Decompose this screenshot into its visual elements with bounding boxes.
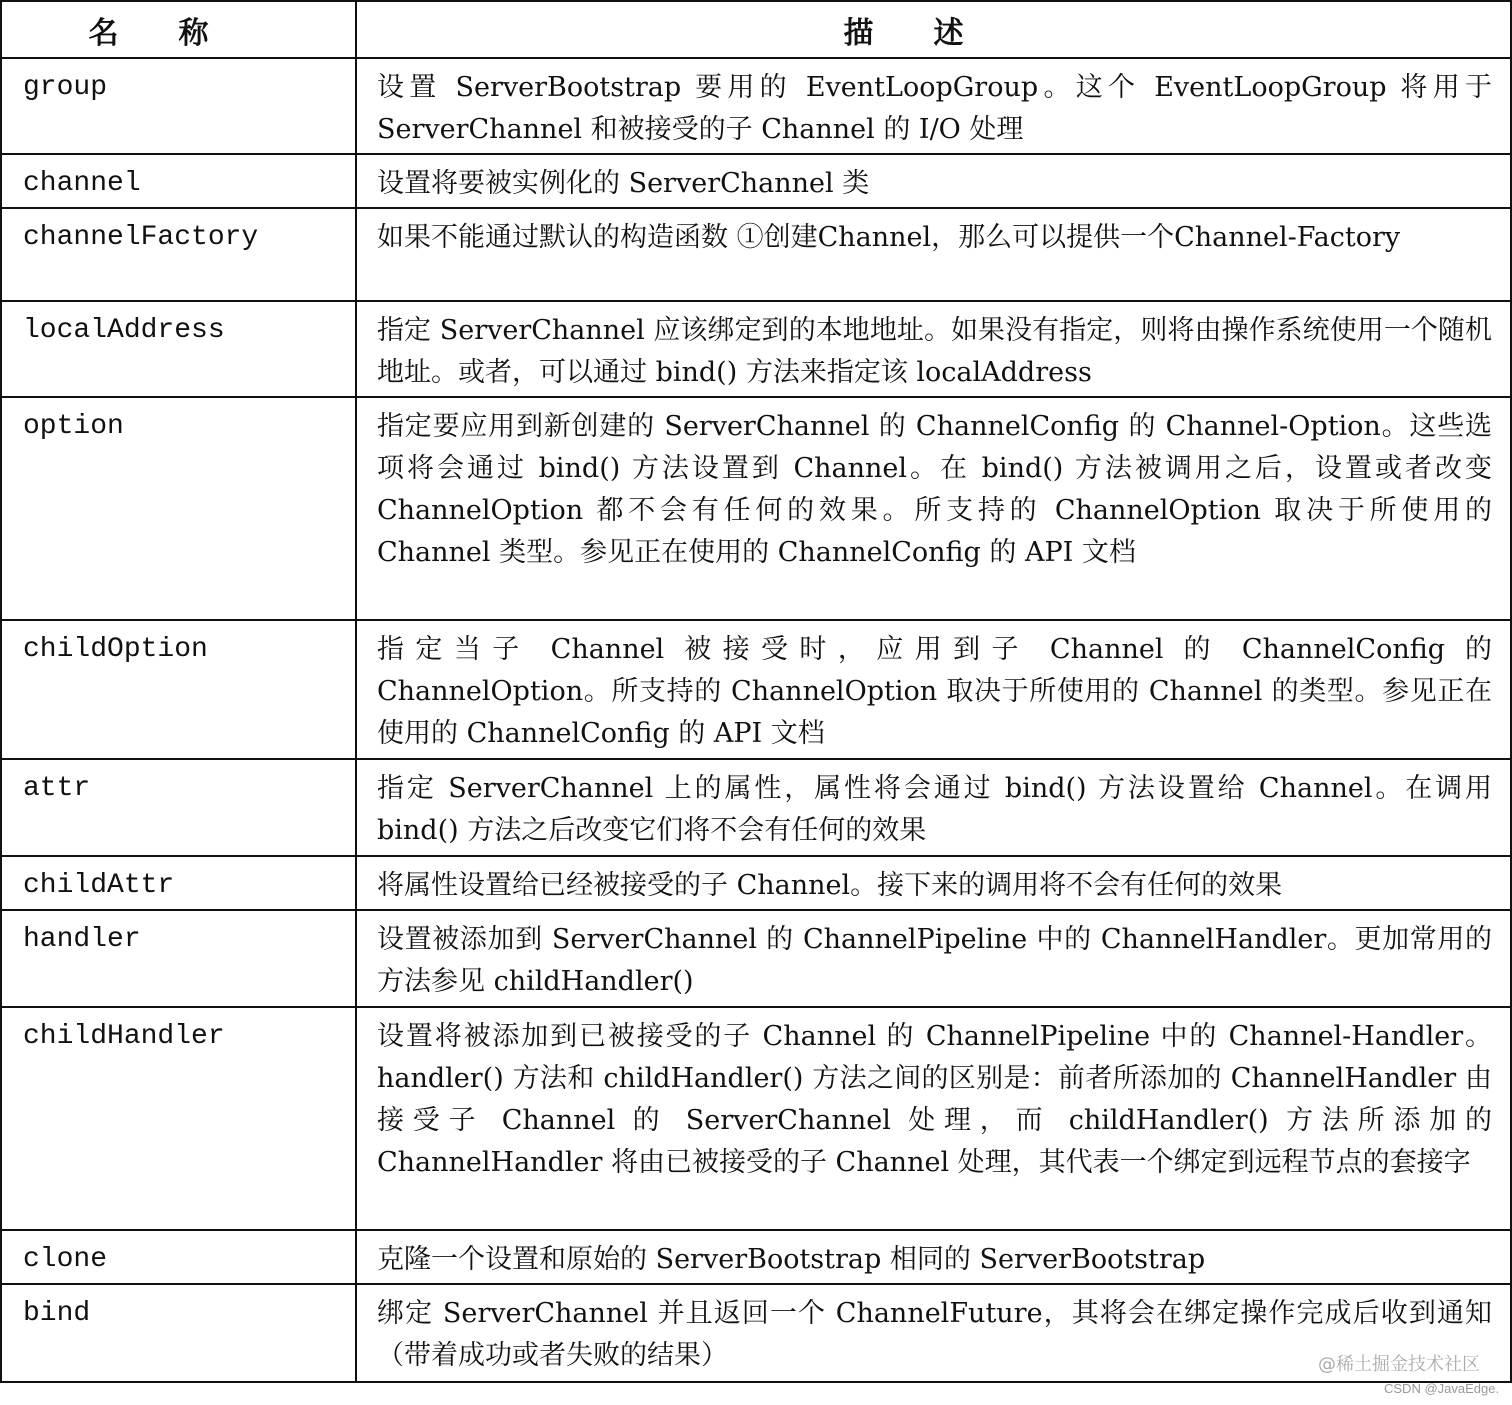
juejin-watermark: @稀土掘金技术社区 [1318, 1354, 1480, 1375]
csdn-watermark: CSDN @JavaEdge. [1384, 1381, 1500, 1396]
method-name: channel [1, 154, 356, 208]
method-name: group [1, 58, 356, 154]
method-name: childOption [1, 620, 356, 759]
method-description: 将属性设置给已经被接受的子 Channel。接下来的调用将不会有任何的效果 [356, 856, 1511, 910]
method-description: 指定 ServerChannel 上的属性，属性将会通过 bind() 方法设置给 Channel。在调用 bind() 方法之后改变它们将不会有任何的效果 [356, 759, 1511, 856]
table-row [1, 856, 1511, 910]
method-name: option [1, 397, 356, 620]
method-description: 指定 ServerChannel 应该绑定到的本地地址。如果没有指定，则将由操作系统使用一个随机地址。或者，可以通过 bind() 方法来指定该 localAddress [356, 301, 1511, 397]
table-row [1, 58, 1511, 154]
method-name: attr [1, 759, 356, 856]
table-row [1, 910, 1511, 1007]
method-name: handler [1, 910, 356, 1007]
method-description: 设置 ServerBootstrap 要用的 EventLoopGroup。这个 EventLoopGroup 将用于 ServerChannel 和被接受的子 Channel 的 I/O 处理 [356, 58, 1511, 154]
header-description: 描述 [356, 1, 1511, 58]
table-row [1, 620, 1511, 759]
method-name: clone [1, 1230, 356, 1284]
table-row [1, 208, 1511, 301]
method-name: childHandler [1, 1007, 356, 1230]
method-description: 如果不能通过默认的构造函数 ①创建Channel，那么可以提供一个Channel-Factory [356, 208, 1511, 301]
method-description: 克隆一个设置和原始的 ServerBootstrap 相同的 ServerBootstrap [356, 1230, 1511, 1284]
table-row [1, 1284, 1511, 1382]
table-row [1, 759, 1511, 856]
method-description: 设置将被添加到已被接受的子 Channel 的 ChannelPipeline 中的 Channel-Handler。handler() 方法和 childHandler() 方法之间的区别是：前者所添加的 ChannelHandler 由接受子 Channel 的 ServerChannel 处理，而 childHandler() 方法所添加的 ChannelHandler 将由已被接受的子 Channel 处理，其代表一个绑定到远程节点的套接字 [356, 1007, 1511, 1230]
table-row [1, 397, 1511, 620]
method-description: 指定要应用到新创建的 ServerChannel 的 ChannelConfig 的 Channel-Option。这些选项将会通过 bind() 方法设置到 Channel。在 bind() 方法被调用之后，设置或者改变 ChannelOption 都不会有任何的效果。所支持的 ChannelOption 取决于所使用的 Channel 类型。参见正在使用的 ChannelConfig 的 API 文档 [356, 397, 1511, 620]
header-name: 名称 [1, 1, 356, 58]
method-description: 设置将要被实例化的 ServerChannel 类 [356, 154, 1511, 208]
method-name: bind [1, 1284, 356, 1382]
table-row [1, 1007, 1511, 1230]
table-row [1, 301, 1511, 397]
method-name: childAttr [1, 856, 356, 910]
method-description: 指定当子 Channel 被接受时，应用到子 Channel 的 ChannelConfig 的 ChannelOption。所支持的 ChannelOption 取决于所使用的 Channel 的类型。参见正在使用的 ChannelConfig 的 API 文档 [356, 620, 1511, 759]
table-row [1, 1230, 1511, 1284]
method-name: localAddress [1, 301, 356, 397]
table-row [1, 154, 1511, 208]
method-description: 绑定 ServerChannel 并且返回一个 ChannelFuture，其将会在绑定操作完成后收到通知（带着成功或者失败的结果） [356, 1284, 1511, 1382]
method-name: channelFactory [1, 208, 356, 301]
method-description: 设置被添加到 ServerChannel 的 ChannelPipeline 中的 ChannelHandler。更加常用的方法参见 childHandler() [356, 910, 1511, 1007]
